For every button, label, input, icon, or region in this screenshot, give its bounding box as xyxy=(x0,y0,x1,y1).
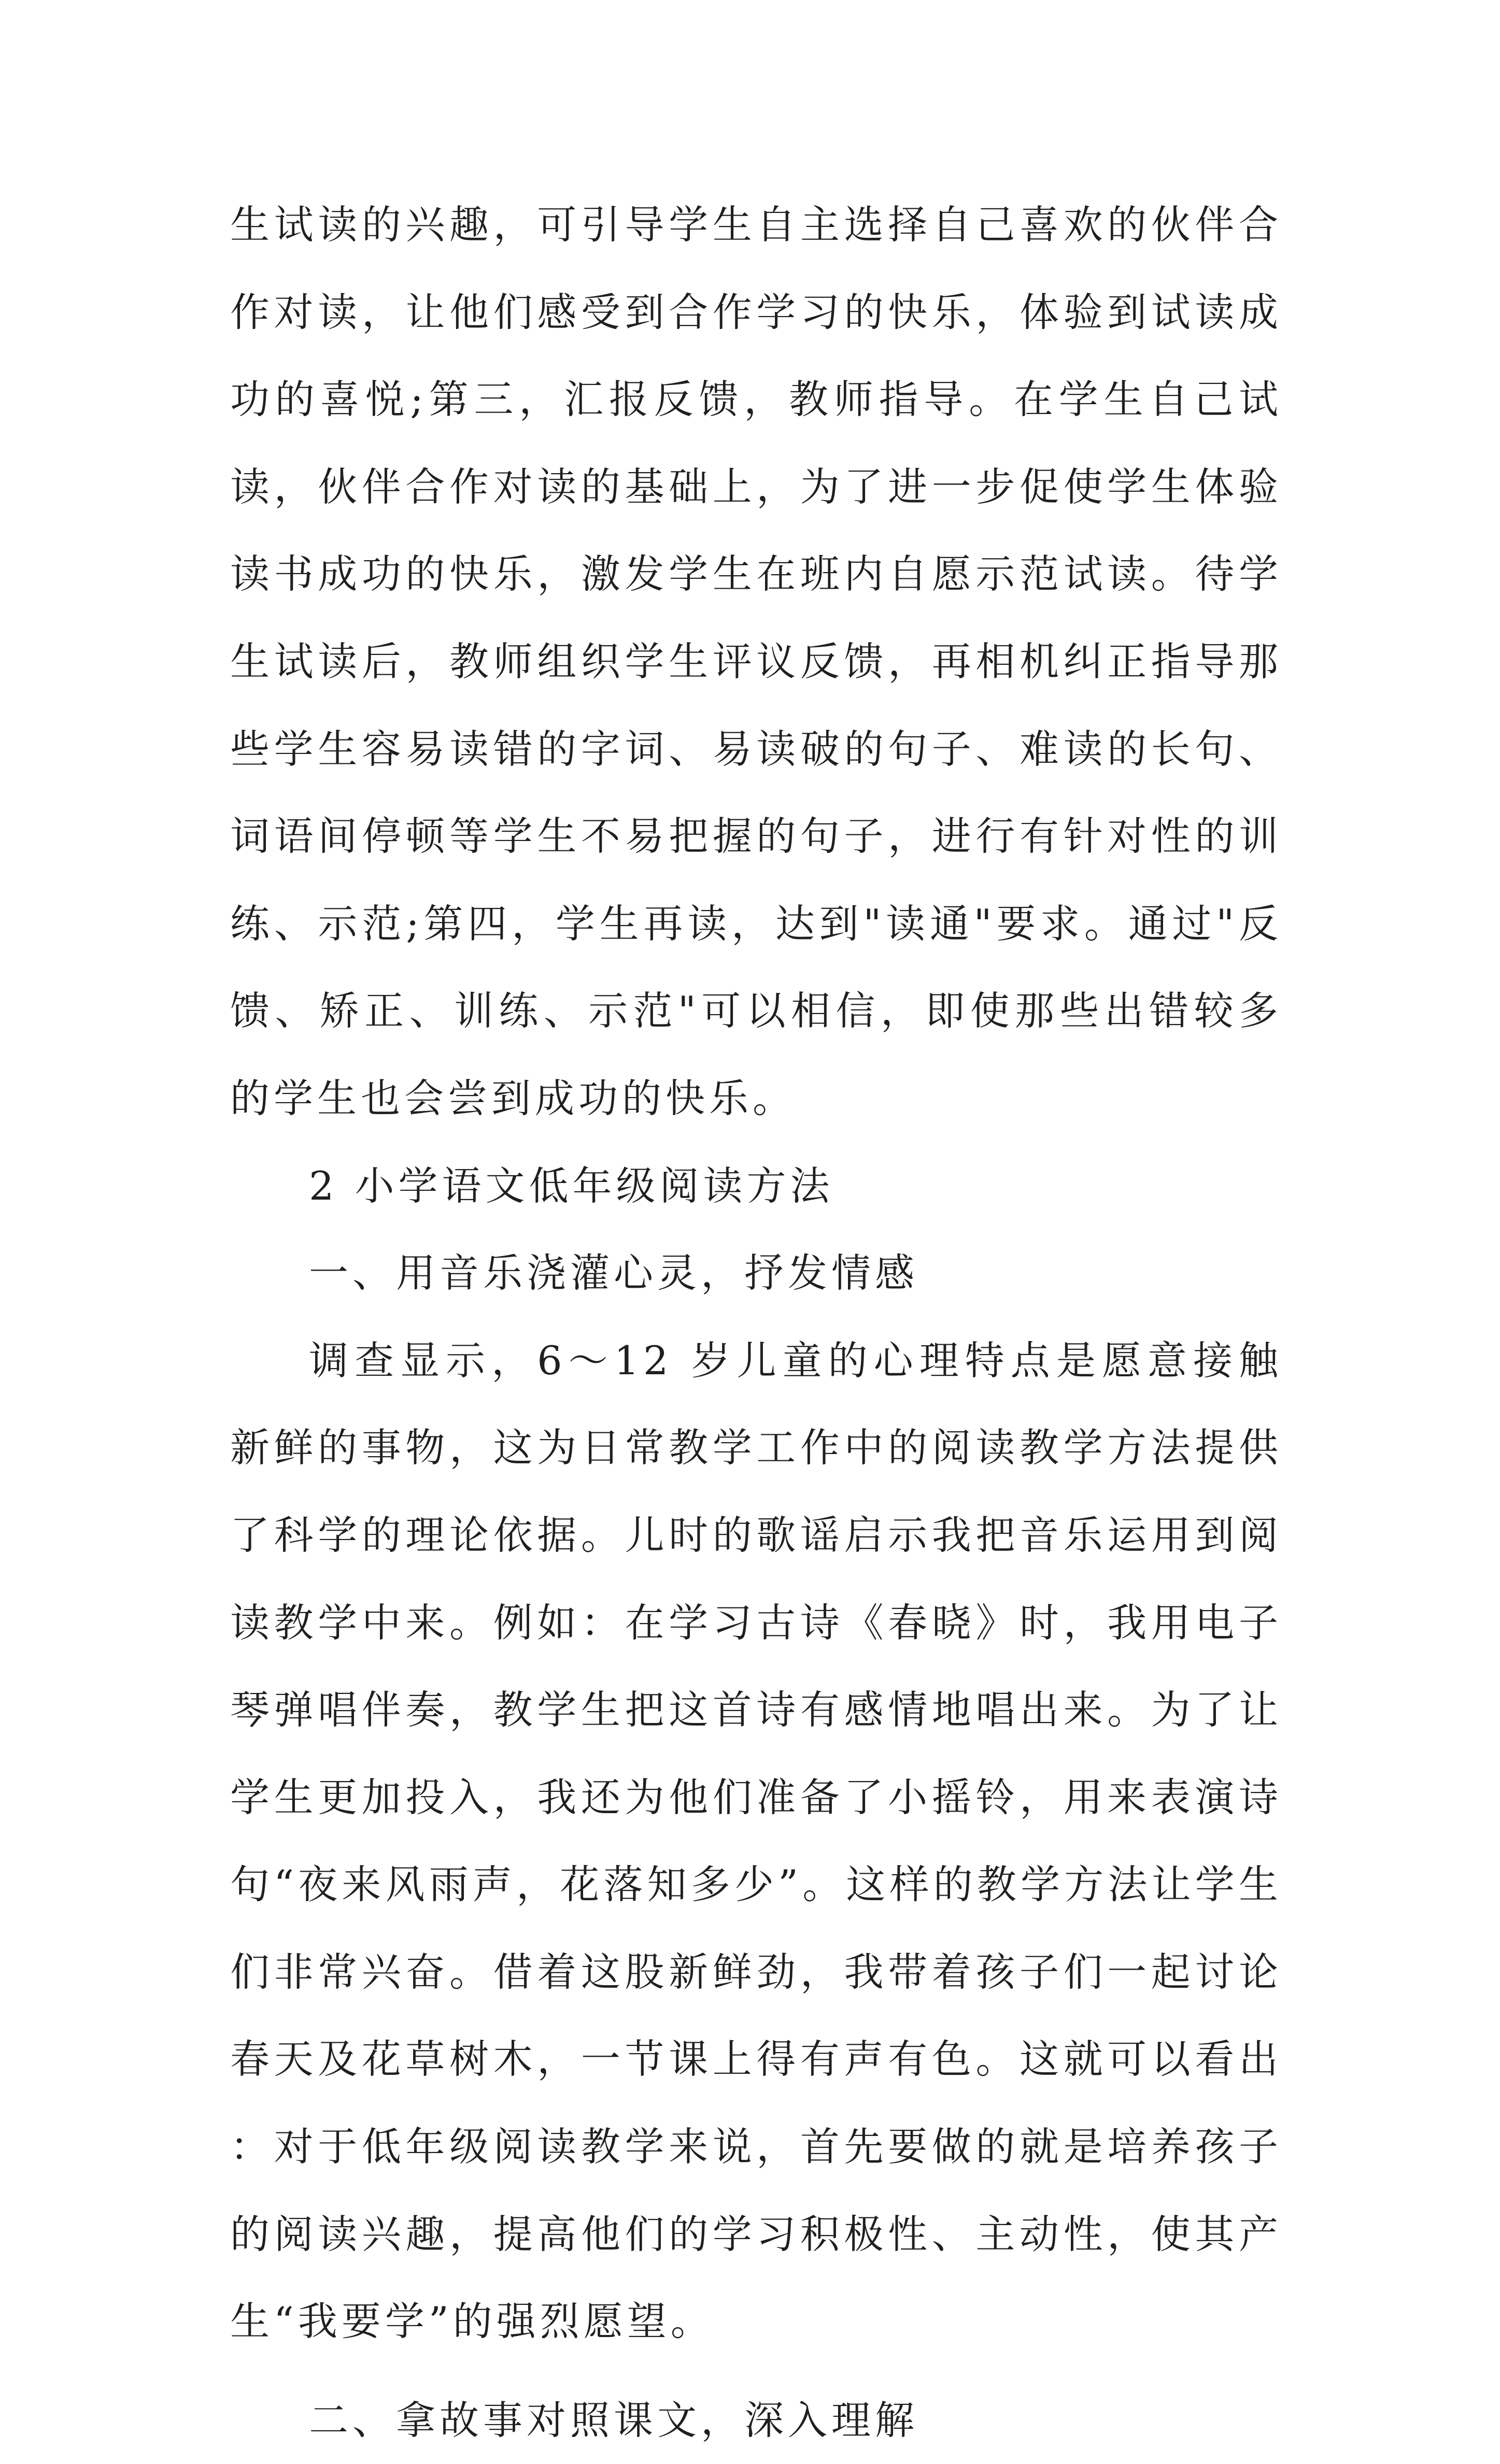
paragraph-reading-practice: 生试读的兴趣，可引导学生自主选择自己喜欢的伙伴合作对读，让他们感受到合作学习的快乐，体验到试读成功的喜悦;第三，汇报反馈，教师指导。在学生自己试读，伙伴合作对读的基础上，为了进一步促使学生体验读书成功的快乐，激发学生在班内自愿示范试读。待学生试读后，教师组织学生评议反馈，再相机纠正指导那些学生容易读错的字词、易读破的句子、难读的长句、词语间停顿等学生不易把握的句子，进行有针对性的训练、示范;第四，学生再读，达到"读通"要求。通过"反馈、矫正、训练、示范"可以相信，即使那些出错较多的学生也会尝到成功的快乐。 xyxy=(230,202,1282,1121)
subheading-stories: 二、拿故事对照课文，深入理解 xyxy=(309,2397,918,2443)
subheading-music: 一、用音乐浇灌心灵，抒发情感 xyxy=(309,1250,918,1297)
document-body xyxy=(230,181,1282,2464)
paragraph-music-teaching: 调查显示，6～12 岁儿童的心理特点是愿意接触新鲜的事物，这为日常教学工作中的阅读教学方法提供了科学的理论依据。儿时的歌谣启示我把音乐运用到阅读教学中来。例如：在学习古诗《春晓》时，我用电子琴弹唱伴奏，教学生把这首诗有感情地唱出来。为了让学生更加投入，我还为他们准备了小摇铃，用来表演诗句“夜来风雨声，花落知多少”。这样的教学方法让学生们非常兴奋。借着这股新鲜劲，我带着孩子们一起讨论春天及花草树木，一节课上得有声有色。这就可以看出：对于低年级阅读教学来说，首先要做的就是培养孩子的阅读兴趣，提高他们的学习积极性、主动性，使其产生“我要学”的强烈愿望。 xyxy=(230,1337,1282,2345)
section-heading-reading-methods: 2 小学语文低年级阅读方法 xyxy=(309,1162,834,1209)
